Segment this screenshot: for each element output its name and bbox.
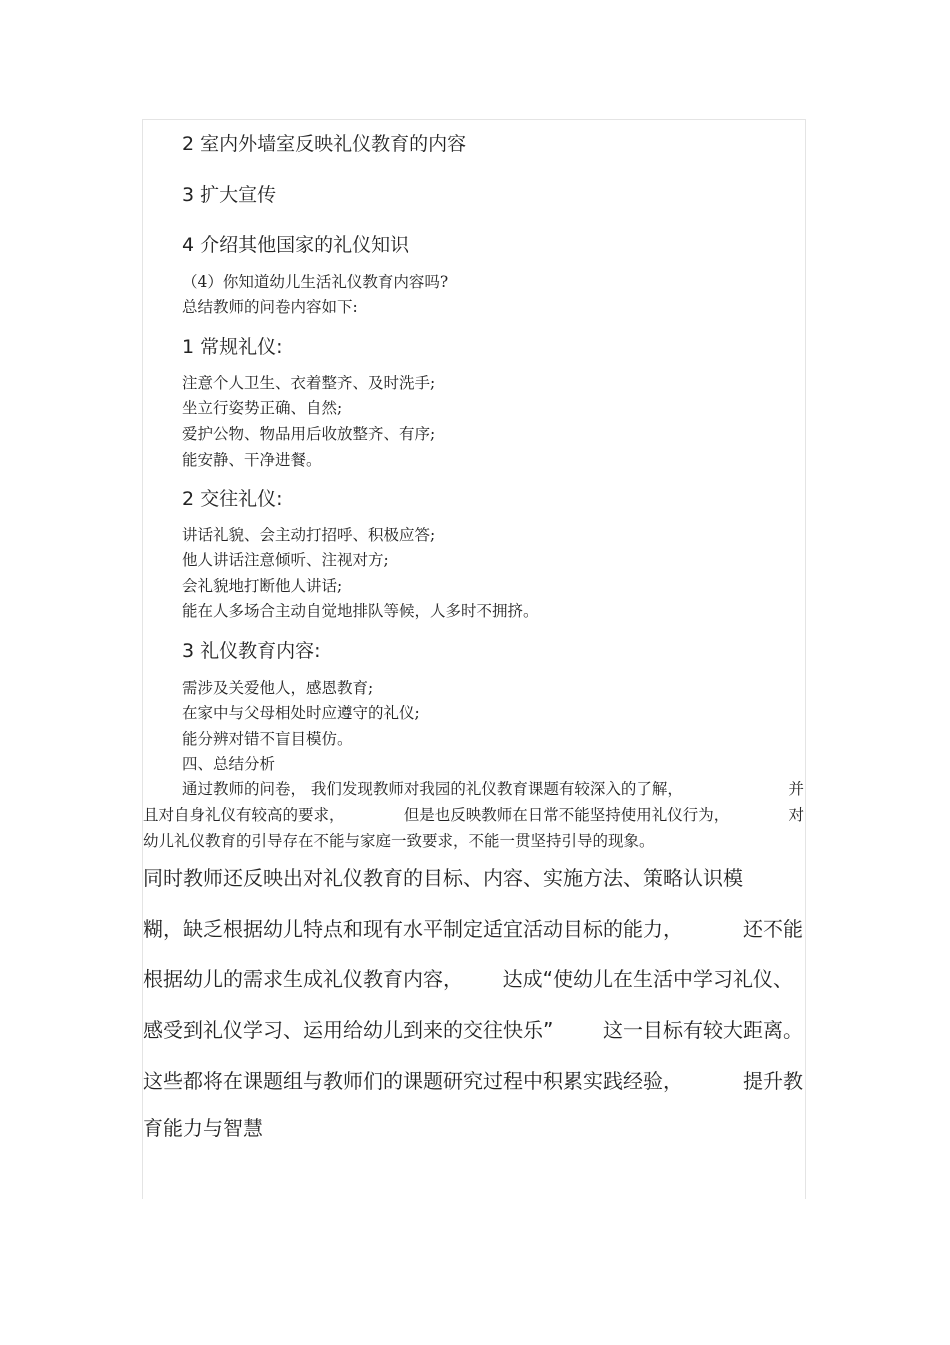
- item-2: 2 室内外墙室反映礼仪教育的内容: [182, 133, 467, 155]
- analysis-heading: 四、总结分析: [182, 755, 276, 773]
- analysis-p2-line6: 育能力与智慧: [143, 1116, 263, 1140]
- text-segment: 但是也反映教师在日常不能坚持使用礼仪行为，: [403, 806, 730, 824]
- section-2-line: 会礼貌地打断他人讲话;: [182, 577, 343, 595]
- text-segment: 糊，缺乏根据幼儿特点和现有水平制定适宜活动目标的能力，: [143, 917, 683, 941]
- analysis-p1-line3: 幼儿礼仪教育的引导存在不能与家庭一致要求，不能一贯坚持引导的现象。: [143, 832, 655, 850]
- section-2-line: 能在人多场合主动自觉地排队等候，人多时不拥挤。: [182, 602, 539, 620]
- section-1-line: 注意个人卫生、衣着整齐、及时洗手;: [182, 374, 436, 392]
- analysis-p2-line3: [143, 963, 793, 992]
- section-1-line: 爱护公物、物品用后收放整齐、有序;: [182, 425, 436, 443]
- text-segment: 对: [788, 806, 804, 824]
- section-3-line: 能分辨对错不盲目模仿。: [182, 730, 353, 748]
- section-heading-3: 3 礼仪教育内容:: [182, 640, 321, 662]
- analysis-p1-line2: [143, 803, 804, 825]
- section-1-line: 坐立行姿势正确、自然;: [182, 399, 343, 417]
- text-segment: 还不能: [743, 917, 803, 941]
- section-3-line: 需涉及关爱他人，感恩教育;: [182, 679, 374, 697]
- analysis-p2-line5: [143, 1065, 803, 1094]
- text-segment: 且对自身礼仪有较高的要求，: [143, 806, 345, 824]
- analysis-p1-line1: [182, 777, 804, 799]
- text-segment: 通过教师的问卷， 我们发现教师对我园的礼仪教育课题有较深入的了解，: [182, 780, 683, 798]
- section-2-line: 他人讲话注意倾听、注视对方;: [182, 551, 389, 569]
- text-segment: 并: [788, 780, 804, 798]
- text-segment: 达成“使幼儿在生活中学习礼仪、: [502, 967, 793, 991]
- analysis-p2-line4: [143, 1014, 803, 1043]
- text-segment: 根据幼儿的需求生成礼仪教育内容，: [143, 967, 463, 991]
- analysis-p2-line1: 同时教师还反映出对礼仪教育的目标、内容、实施方法、策略认识模: [143, 866, 743, 890]
- section-heading-1: 1 常规礼仪:: [182, 336, 283, 358]
- section-2-line: 讲话礼貌、会主动打招呼、积极应答;: [182, 526, 436, 544]
- section-1-line: 能安静、干净进餐。: [182, 451, 322, 469]
- text-segment: 感受到礼仪学习、运用给幼儿到来的交往快乐”: [143, 1018, 554, 1042]
- analysis-p2-line2: [143, 913, 803, 942]
- text-segment: 这一目标有较大距离。: [603, 1018, 803, 1042]
- summary-intro: 总结教师的问卷内容如下:: [182, 298, 358, 316]
- item-4: 4 介绍其他国家的礼仪知识: [182, 234, 410, 256]
- question-4: （4）你知道幼儿生活礼仪教育内容吗?: [182, 273, 449, 291]
- section-3-line: 在家中与父母相处时应遵守的礼仪;: [182, 704, 420, 722]
- item-3: 3 扩大宣传: [182, 184, 277, 206]
- text-segment: 提升教: [743, 1069, 803, 1093]
- text-segment: 这些都将在课题组与教师们的课题研究过程中积累实践经验，: [143, 1069, 683, 1093]
- section-heading-2: 2 交往礼仪:: [182, 488, 283, 510]
